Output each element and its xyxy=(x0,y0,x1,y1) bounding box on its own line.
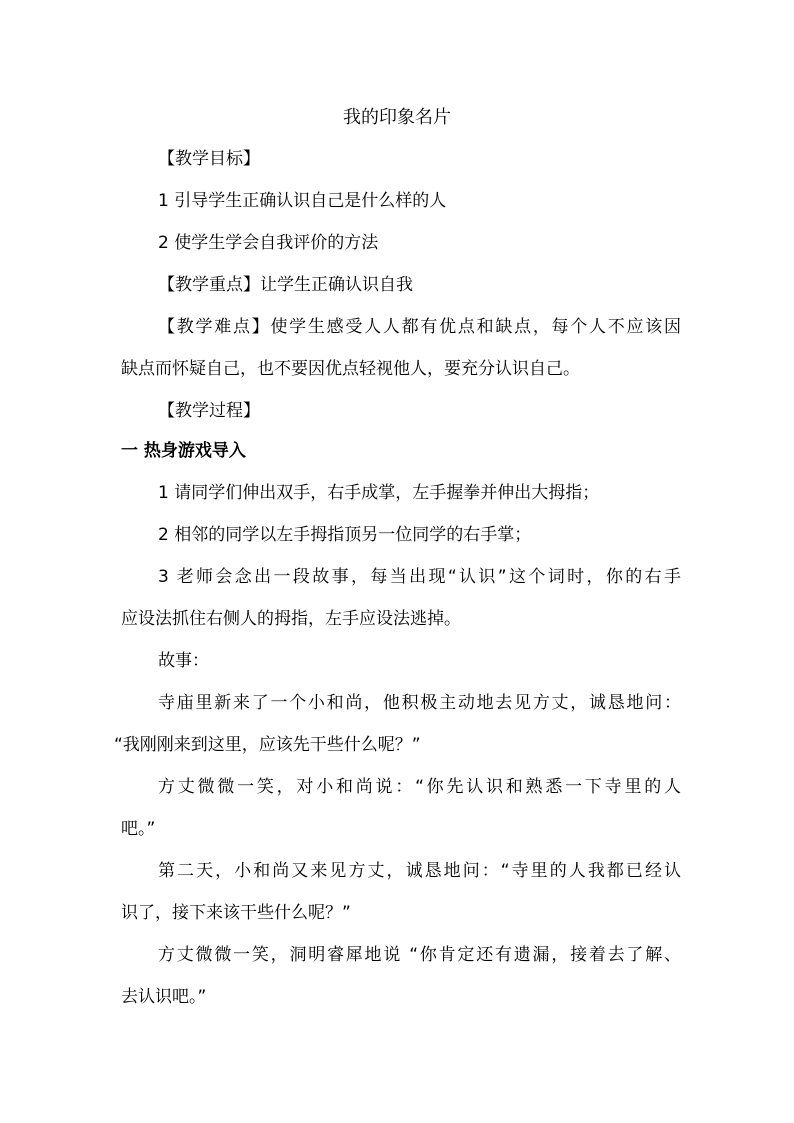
document-title: 我的印象名片 xyxy=(343,107,451,128)
story-paragraph-4-line-1: 方丈微微一笑，洞明睿犀地说 “你肯定还有遗漏，接着去了解、 xyxy=(158,945,681,965)
goal-item-2: 2 使学生学会自我评价的方法 xyxy=(158,233,379,253)
story-paragraph-2-line-2: 吧。” xyxy=(121,819,156,839)
step-item-3-line-2: 应设法抓住右侧人的拇指，左手应设法逃掉。 xyxy=(121,609,461,629)
section-teaching-difficulty-line-1: 【教学难点】使学生感受人人都有优点和缺点，每个人不应该因 xyxy=(158,317,681,337)
goal-item-1: 1 引导学生正确认识自己是什么样的人 xyxy=(158,191,447,211)
section-teaching-goals: 【教学目标】 xyxy=(158,149,260,169)
story-label: 故事： xyxy=(158,651,209,671)
section-teaching-process: 【教学过程】 xyxy=(158,401,260,421)
step-item-2: 2 相邻的同学以左手拇指顶另一位同学的右手掌； xyxy=(158,525,532,545)
section-teaching-difficulty-line-2: 缺点而怀疑自己，也不要因优点轻视他人，要充分认识自己。 xyxy=(121,359,580,379)
story-paragraph-3-line-2: 识了，接下来该干些什么呢？” xyxy=(121,903,351,923)
heading-warmup-game: 一 热身游戏导入 xyxy=(121,441,246,461)
story-paragraph-4-line-2: 去认识吧。” xyxy=(121,987,207,1007)
step-item-1: 1 请同学们伸出双手，右手成掌，左手握拳并伸出大拇指； xyxy=(158,483,600,503)
step-item-3-line-1: 3 老师会念出一段故事，每当出现“认识”这个词时，你的右手 xyxy=(158,567,681,587)
story-paragraph-1-line-1: 寺庙里新来了一个小和尚，他积极主动地去见方丈，诚恳地问： xyxy=(158,693,681,713)
story-paragraph-2-line-1: 方丈微微一笑，对小和尚说：“你先认识和熟悉一下寺里的人 xyxy=(158,777,681,797)
story-paragraph-3-line-1: 第二天，小和尚又来见方丈，诚恳地问：“寺里的人我都已经认 xyxy=(158,861,681,881)
section-teaching-focus: 【教学重点】让学生正确认识自我 xyxy=(158,275,413,295)
story-paragraph-1-line-2: “我刚刚来到这里，应该先干些什么呢？” xyxy=(114,735,421,755)
